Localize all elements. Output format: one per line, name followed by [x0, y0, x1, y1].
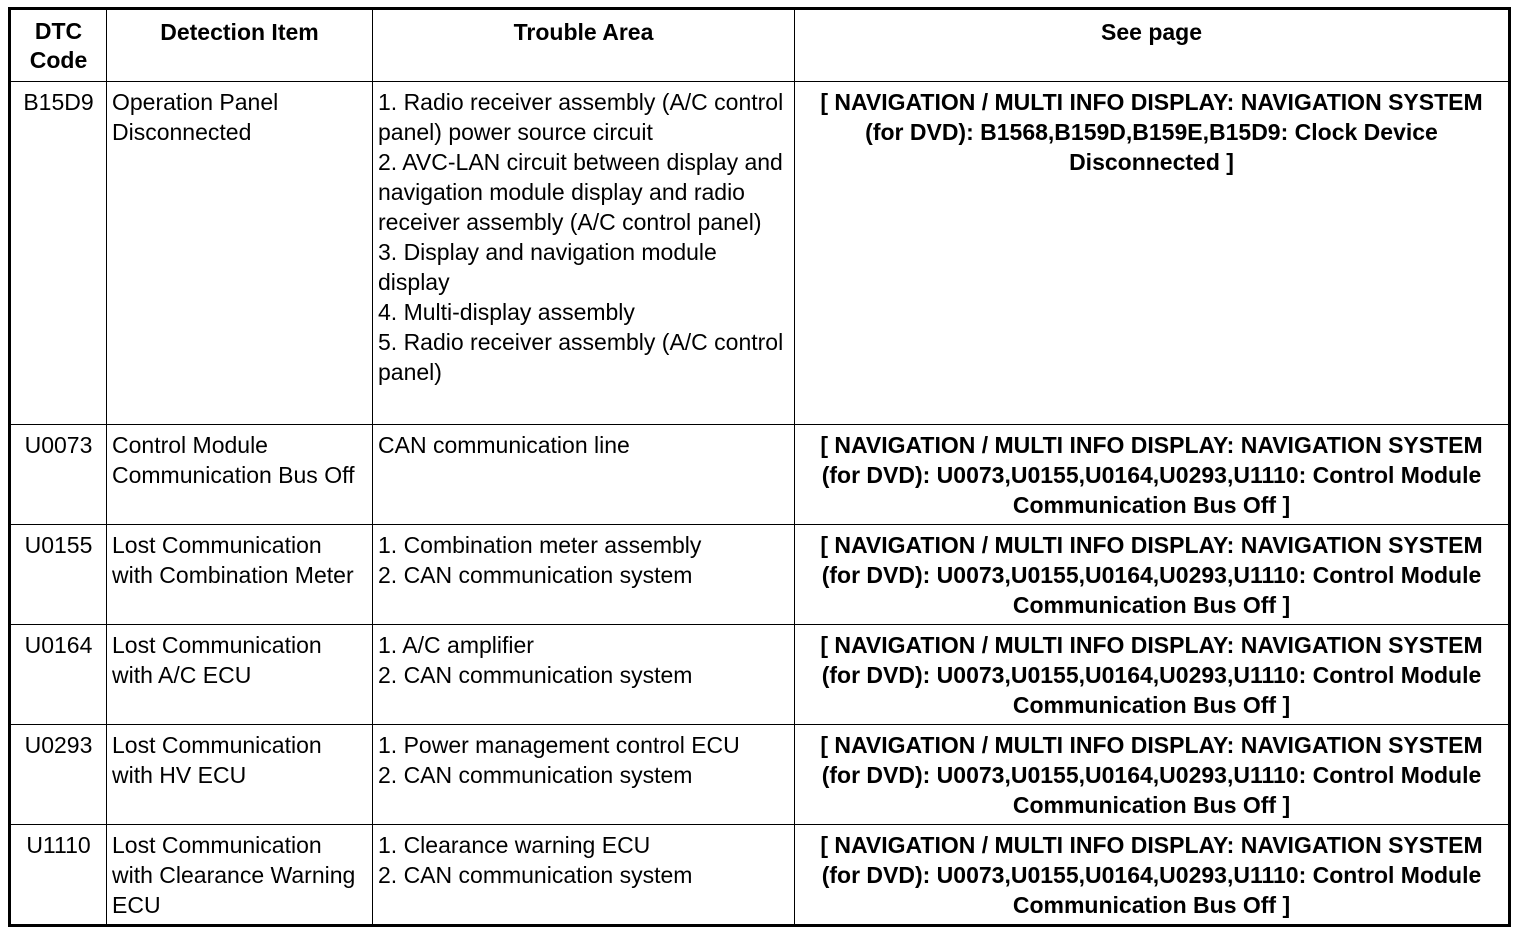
trouble-area-cell	[373, 625, 795, 725]
dtc-code-cell: B15D9	[10, 82, 107, 425]
trouble-area-line: 2. CAN communication system	[378, 662, 693, 688]
trouble-area-line: 1. Clearance warning ECU	[378, 832, 651, 858]
dtc-code-cell: U0293	[10, 725, 107, 825]
trouble-area-line: 3. Display and navigation module display	[378, 239, 717, 295]
detection-item-cell: Lost Communication with Clearance Warning ECU	[107, 825, 373, 926]
table-row	[10, 725, 1510, 825]
trouble-area-cell	[373, 525, 795, 625]
dtc-code-cell: U1110	[10, 825, 107, 926]
header-trouble-area: Trouble Area	[373, 9, 795, 82]
see-page-link[interactable]: [ NAVIGATION / MULTI INFO DISPLAY: NAVIGATION SYSTEM (for DVD): U0073,U0155,U0164,U0293,U1110: Control Module Communication Bus Off ]	[795, 825, 1510, 926]
see-page-link[interactable]: [ NAVIGATION / MULTI INFO DISPLAY: NAVIGATION SYSTEM (for DVD): U0073,U0155,U0164,U0293,U1110: Control Module Communication Bus Off ]	[795, 625, 1510, 725]
see-page-link[interactable]: [ NAVIGATION / MULTI INFO DISPLAY: NAVIGATION SYSTEM (for DVD): U0073,U0155,U0164,U0293,U1110: Control Module Communication Bus Off ]	[795, 425, 1510, 525]
header-dtc-code: DTC Code	[10, 9, 107, 82]
trouble-area-line: 2. CAN communication system	[378, 762, 693, 788]
see-page-link[interactable]: [ NAVIGATION / MULTI INFO DISPLAY: NAVIGATION SYSTEM (for DVD): B1568,B159D,B159E,B15D9: Clock Device Disconnected ]	[795, 82, 1510, 425]
trouble-area-cell	[373, 82, 795, 425]
trouble-area-cell	[373, 825, 795, 926]
dtc-code-cell: U0073	[10, 425, 107, 525]
detection-item-cell: Lost Communication with A/C ECU	[107, 625, 373, 725]
header-detection-item: Detection Item	[107, 9, 373, 82]
dtc-code-cell: U0164	[10, 625, 107, 725]
trouble-area-line: 2. CAN communication system	[378, 562, 693, 588]
trouble-area-line: 4. Multi-display assembly	[378, 299, 635, 325]
detection-item-cell: Lost Communication with HV ECU	[107, 725, 373, 825]
trouble-area-line: CAN communication line	[378, 432, 630, 458]
table-row	[10, 425, 1510, 525]
detection-item-cell: Operation Panel Disconnected	[107, 82, 373, 425]
trouble-area-line: 1. Radio receiver assembly (A/C control panel) power source circuit	[378, 89, 784, 145]
trouble-area-line: 5. Radio receiver assembly (A/C control panel)	[378, 329, 784, 385]
trouble-area-line: 2. CAN communication system	[378, 862, 693, 888]
dtc-code-cell: U0155	[10, 525, 107, 625]
see-page-link[interactable]: [ NAVIGATION / MULTI INFO DISPLAY: NAVIGATION SYSTEM (for DVD): U0073,U0155,U0164,U0293,U1110: Control Module Communication Bus Off ]	[795, 525, 1510, 625]
see-page-link[interactable]: [ NAVIGATION / MULTI INFO DISPLAY: NAVIGATION SYSTEM (for DVD): U0073,U0155,U0164,U0293,U1110: Control Module Communication Bus Off ]	[795, 725, 1510, 825]
trouble-area-line: 2. AVC-LAN circuit between display and navigation module display and radio receiver assembly (A/C control panel)	[378, 149, 783, 235]
trouble-area-line: 1. Combination meter assembly	[378, 532, 702, 558]
table-row	[10, 82, 1510, 425]
table-row	[10, 525, 1510, 625]
trouble-area-cell	[373, 425, 795, 525]
trouble-area-cell	[373, 725, 795, 825]
trouble-area-line: 1. A/C amplifier	[378, 632, 534, 658]
detection-item-cell: Control Module Communication Bus Off	[107, 425, 373, 525]
trouble-area-line: 1. Power management control ECU	[378, 732, 740, 758]
header-see-page: See page	[795, 9, 1510, 82]
dtc-table	[8, 7, 1511, 927]
table-header-row	[10, 9, 1510, 82]
table-row	[10, 825, 1510, 926]
detection-item-cell: Lost Communication with Combination Meter	[107, 525, 373, 625]
table-row	[10, 625, 1510, 725]
